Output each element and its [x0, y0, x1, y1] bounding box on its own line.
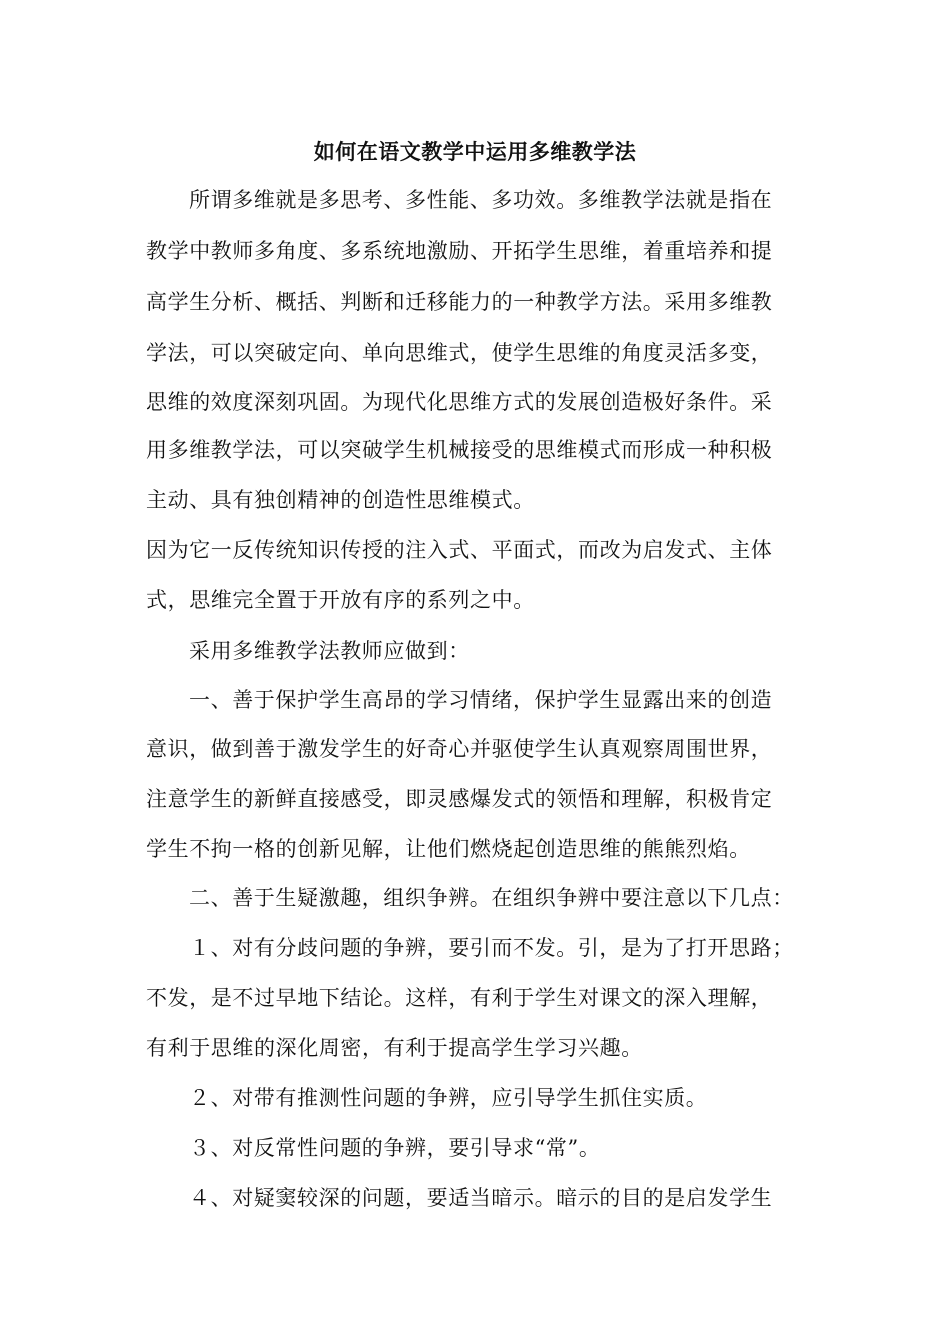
text-line: 教学中教师多角度、多系统地激励、开拓学生思维，着重培养和提 — [146, 239, 773, 263]
text-line: 学生不拘一格的创新见解，让他们燃烧起创造思维的熊熊烈焰。 — [146, 837, 751, 861]
text-line: 因为它一反传统知识传授的注入式、平面式，而改为启发式、主体 — [146, 538, 773, 562]
text-line: 有利于思维的深化周密，有利于提高学生学习兴趣。 — [146, 1036, 643, 1060]
text-line: 思维的效度深刻巩固。为现代化思维方式的发展创造极好条件。采 — [146, 390, 773, 414]
text-line: 学法，可以突破定向、单向思维式，使学生思维的角度灵活多变， — [146, 341, 773, 365]
text-line: 一、善于保护学生高昂的学习情绪，保护学生显露出来的创造 — [189, 688, 773, 712]
text-line: 所谓多维就是多思考、多性能、多功效。多维教学法就是指在 — [189, 188, 773, 212]
text-line: 意识，做到善于激发学生的好奇心并驱使学生认真观察周围世界， — [146, 737, 773, 761]
text-line: １、对有分歧问题的争辨，要引而不发。引，是为了打开思路； — [189, 936, 794, 960]
text-line: 高学生分析、概括、判断和迁移能力的一种教学方法。采用多维教 — [146, 290, 773, 314]
text-line: 二、善于生疑激趣，组织争辨。在组织争辨中要注意以下几点： — [189, 886, 794, 910]
text-line: 式，思维完全置于开放有序的系列之中。 — [146, 588, 535, 612]
text-line: ２、对带有推测性问题的争辨，应引导学生抓住实质。 — [189, 1086, 708, 1110]
text-line: 注意学生的新鲜直接感受，即灵感爆发式的领悟和理解，积极肯定 — [146, 787, 773, 811]
text-line: 不发，是不过早地下结论。这样，有利于学生对课文的深入理解， — [146, 986, 773, 1010]
text-line: 采用多维教学法教师应做到： — [189, 639, 470, 663]
text-line: 主动、具有独创精神的创造性思维模式。 — [146, 488, 535, 512]
document-title: 如何在语文教学中运用多维教学法 — [313, 139, 637, 164]
text-line: ４、对疑窦较深的问题，要适当暗示。暗示的目的是启发学生 — [189, 1186, 773, 1210]
text-line: 用多维教学法，可以突破学生机械接受的思维模式而形成一种积极 — [146, 438, 773, 462]
text-line: ３、对反常性问题的争辨，要引导求“常”。 — [189, 1136, 601, 1160]
